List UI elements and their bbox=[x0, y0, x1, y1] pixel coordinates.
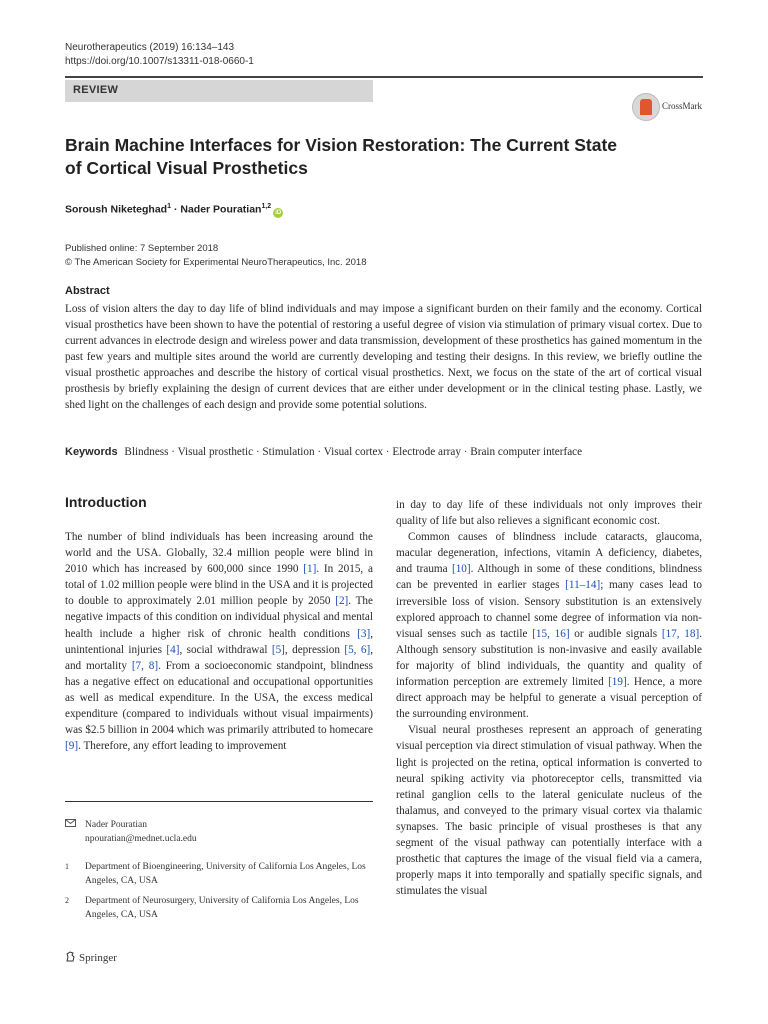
citation-link[interactable]: [4] bbox=[166, 643, 180, 656]
citation-link[interactable]: [5, 6] bbox=[344, 643, 371, 656]
left-column bbox=[65, 529, 373, 754]
article-type-label: REVIEW bbox=[73, 84, 119, 96]
keywords-list: Blindness · Visual prosthetic · Stimulation · Visual cortex · Electrode array · Brain computer interface bbox=[124, 446, 583, 458]
affiliation-text: Department of Neurosurgery, University of California Los Angeles, Los Angeles, CA, USA bbox=[85, 896, 359, 920]
abstract-text: Loss of vision alters the day to day life of blind individuals and may impose a significant burden on their family and the economy. Cortical visual prosthetics have been shown to have the potential of restoring a useful degree of vision via stimulation of primary visual cortex. Due to current advances in electrode design and wireless power and data transmission, development of these prosthetics has gained momentum in the past few years and multiple sites around the world are currently developing and testing their designs. In this review, we briefly outline the visual prosthetic approaches and describe the history of cortical visual prosthetics. Next, we focus on the state of the art of cortical visual prosthesis by briefly explaining the design of current devices that are either under development or in the clinical testing phase. Lastly, we shed light on the challenges of each design and provide some potential solutions. bbox=[65, 303, 702, 411]
affiliation-text: Department of Bioengineering, University of California Los Angeles, Los Angeles, CA, USA bbox=[85, 862, 366, 886]
orcid-icon[interactable]: iD bbox=[275, 209, 282, 216]
citation-link[interactable]: [2] bbox=[335, 595, 349, 608]
journal-citation: Neurotherapeutics (2019) 16:134–143 bbox=[65, 42, 235, 53]
contact-footnote bbox=[65, 818, 373, 846]
crossmark-label: CrossMark bbox=[662, 101, 702, 111]
keywords-line bbox=[65, 446, 582, 458]
body-paragraph: The number of blind individuals has been increasing around the world and the USA. Globally, 32.4 million people were blind in 2010 which has increased by 600,000 since 1990 [1]. In 2015, a total of 1.02 million people were blind in the USA and it is projected to double to approximately 2.01 million people by 2050 [2]. The negative impacts of this condition on individual physical and mental health include a higher risk of chronic health conditions [3], unintentional injuries [4], social withdrawal [5], depression [5, 6], and mortality [7, 8]. From a socioeconomic standpoint, blindness has a negative effect on educational and occupational opportunities as well as medical expenditure. In the USA, the excess medical expenditure (compared to individuals without visual impairments) was $2.5 billion in 2004 which was primarily attributed to homecare [9]. Therefore, any effort leading to improvement bbox=[65, 531, 373, 753]
footnote-marker: 1 bbox=[65, 862, 69, 871]
article-title: Brain Machine Interfaces for Vision Restoration: The Current State of Cortical Visual Prosthetics bbox=[65, 135, 618, 178]
citation-link[interactable]: [7, 8] bbox=[131, 659, 159, 672]
abstract-heading: Abstract bbox=[65, 285, 110, 297]
affiliation-marker: 1 bbox=[167, 203, 172, 210]
body-paragraph: Visual neural prostheses represent an approach of generating visual perception via direct stimulation of visual pathway. When the light is projected on the retina, optical information is converted to neural spiking activity via photoreceptor cells, transmitted via retinal ganglion cells to the lateral geniculate nucleus of the thalamus, and conveyed to the primary visual cortex via thalamic synapses. The basic principle of visual prostheses is that any segment of the visual pathway can potentially interface with a prosthetic that captures the image of the visual field via a camera, properly maps it into temporally and spatially specific signals, and stimulates the visual bbox=[396, 724, 702, 898]
footnote-marker: 2 bbox=[65, 896, 69, 905]
citation-link[interactable]: [10] bbox=[451, 563, 471, 576]
header-rule bbox=[65, 76, 703, 78]
article-type-bar bbox=[65, 80, 373, 102]
footnote-rule bbox=[65, 801, 373, 802]
citation-link[interactable]: [19] bbox=[608, 676, 627, 689]
citation-link[interactable]: [17, 18] bbox=[661, 627, 700, 640]
keywords-heading: Keywords bbox=[65, 446, 118, 458]
body-paragraph: Common causes of blindness include cataracts, glaucoma, macular degeneration, infections, vitamin A deficiency, diabetes, and trauma [10]. Although in some of these conditions, blindness can be prevented in earlier stages [11–14]; many cases lead to irreversible loss of vision. Sensory substitution is an extensively explored approach to channel some degree of information via non-visual senses such as tactile [15, 16] or audible signals [17, 18]. Although sensory substitution is non-invasive and easily available for majority of blind individuals, the quantity and quality of information perception are extremely limited [19]. Hence, a more direct approach may be helpful to generate a visual perception of the surrounding environment. bbox=[396, 531, 703, 721]
footnotes bbox=[65, 818, 373, 928]
envelope-icon bbox=[65, 818, 79, 832]
journal-header bbox=[65, 41, 254, 69]
citation-link[interactable]: [3] bbox=[357, 627, 371, 640]
publisher-logo bbox=[65, 951, 117, 964]
body-paragraph: in day to day life of these individuals not only improves their quality of life but also relieves a significant economic cost. bbox=[396, 499, 702, 528]
copyright-line: © The American Society for Experimental NeuroTherapeutics, Inc. 2018 bbox=[65, 257, 367, 268]
publication-info bbox=[65, 242, 366, 270]
published-date: Published online: 7 September 2018 bbox=[65, 243, 219, 254]
author-name[interactable]: Soroush Niketeghad bbox=[65, 203, 168, 216]
right-column bbox=[396, 497, 702, 899]
author-separator: · bbox=[173, 203, 178, 216]
affiliation-footnote bbox=[65, 860, 373, 888]
affiliation-marker: 1,2 bbox=[261, 203, 272, 210]
crossmark-badge[interactable] bbox=[632, 93, 722, 121]
contact-name: Nader Pouratian bbox=[85, 820, 147, 830]
affiliation-footnote bbox=[65, 894, 373, 922]
crossmark-icon bbox=[632, 93, 660, 121]
contact-email[interactable]: npouratian@mednet.ucla.edu bbox=[85, 834, 197, 844]
author-line bbox=[65, 203, 283, 218]
springer-horse-icon bbox=[65, 951, 76, 962]
author-name[interactable]: Nader Pouratian bbox=[180, 203, 262, 216]
section-heading: Introduction bbox=[65, 494, 147, 510]
publisher-name: Springer bbox=[79, 952, 117, 964]
citation-link[interactable]: [5] bbox=[271, 643, 285, 656]
citation-link[interactable]: [1] bbox=[303, 563, 317, 576]
citation-link[interactable]: [15, 16] bbox=[532, 627, 570, 640]
citation-link[interactable]: [9] bbox=[65, 740, 79, 753]
citation-link[interactable]: [11–14] bbox=[565, 579, 601, 592]
doi-link[interactable]: https://doi.org/10.1007/s13311-018-0660-1 bbox=[65, 56, 254, 67]
